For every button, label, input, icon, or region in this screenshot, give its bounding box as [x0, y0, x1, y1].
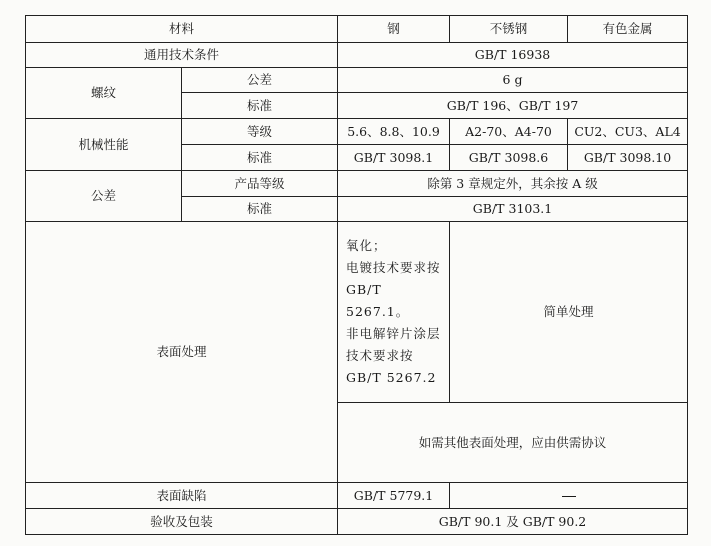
thread-tolerance-label: 公差	[182, 68, 338, 93]
tolerance-product-grade-label: 产品等级	[182, 171, 338, 197]
surface-label: 表面处理	[26, 222, 338, 483]
thread-standard-label: 标准	[182, 93, 338, 119]
general-label: 通用技术条件	[26, 43, 338, 68]
header-steel: 钢	[338, 16, 450, 43]
specification-table	[25, 15, 688, 535]
surface-steel-line: 电镀技术要求按	[346, 260, 441, 275]
surface-row	[26, 222, 688, 403]
mechanical-standard-nonferrous: GB/T 3098.10	[568, 145, 688, 171]
thread-tolerance-value: 6 g	[338, 68, 688, 93]
thread-label: 螺纹	[26, 68, 182, 119]
tolerance-standard-label: 标准	[182, 197, 338, 222]
defects-dash	[450, 483, 688, 509]
mechanical-grade-nonferrous: CU2、CU3、AL4	[568, 119, 688, 145]
surface-other-note: 如需其他表面处理，应由供需协议	[338, 403, 688, 483]
surface-simple-treatment: 简单处理	[450, 222, 688, 403]
tolerance-standard-value: GB/T 3103.1	[338, 197, 688, 222]
acceptance-value: GB/T 90.1 及 GB/T 90.2	[338, 509, 688, 535]
general-value: GB/T 16938	[338, 43, 688, 68]
mechanical-grade-label: 等级	[182, 119, 338, 145]
tolerance-product-grade-value: 除第 3 章规定外，其余按 A 级	[338, 171, 688, 197]
header-nonferrous: 有色金属	[568, 16, 688, 43]
defects-row	[26, 483, 688, 509]
defects-label: 表面缺陷	[26, 483, 338, 509]
surface-steel-line: 氧化；	[346, 238, 387, 253]
mechanical-grade-steel: 5.6、8.8、10.9	[338, 119, 450, 145]
header-material: 材料	[26, 16, 338, 43]
thread-standard-value: GB/T 196、GB/T 197	[338, 93, 688, 119]
mechanical-standard-steel: GB/T 3098.1	[338, 145, 450, 171]
mechanical-grade-row	[26, 119, 688, 145]
general-row	[26, 43, 688, 68]
surface-steel-note	[338, 222, 450, 403]
tolerance-label: 公差	[26, 171, 182, 222]
defects-steel: GB/T 5779.1	[338, 483, 450, 509]
acceptance-label: 验收及包装	[26, 509, 338, 535]
surface-steel-line: GB/T 5267.2	[346, 370, 437, 385]
surface-steel-line: 技术要求按	[346, 348, 414, 363]
header-stainless: 不锈钢	[450, 16, 568, 43]
dash-mark	[562, 496, 576, 497]
mechanical-label: 机械性能	[26, 119, 182, 171]
surface-steel-line: GB/T 5267.1。	[346, 282, 410, 319]
tolerance-grade-row	[26, 171, 688, 197]
mechanical-standard-label: 标准	[182, 145, 338, 171]
header-row	[26, 16, 688, 43]
mechanical-grade-stainless: A2-70、A4-70	[450, 119, 568, 145]
acceptance-row	[26, 509, 688, 535]
mechanical-standard-stainless: GB/T 3098.6	[450, 145, 568, 171]
surface-steel-line: 非电解锌片涂层	[346, 326, 441, 341]
thread-tolerance-row	[26, 68, 688, 93]
